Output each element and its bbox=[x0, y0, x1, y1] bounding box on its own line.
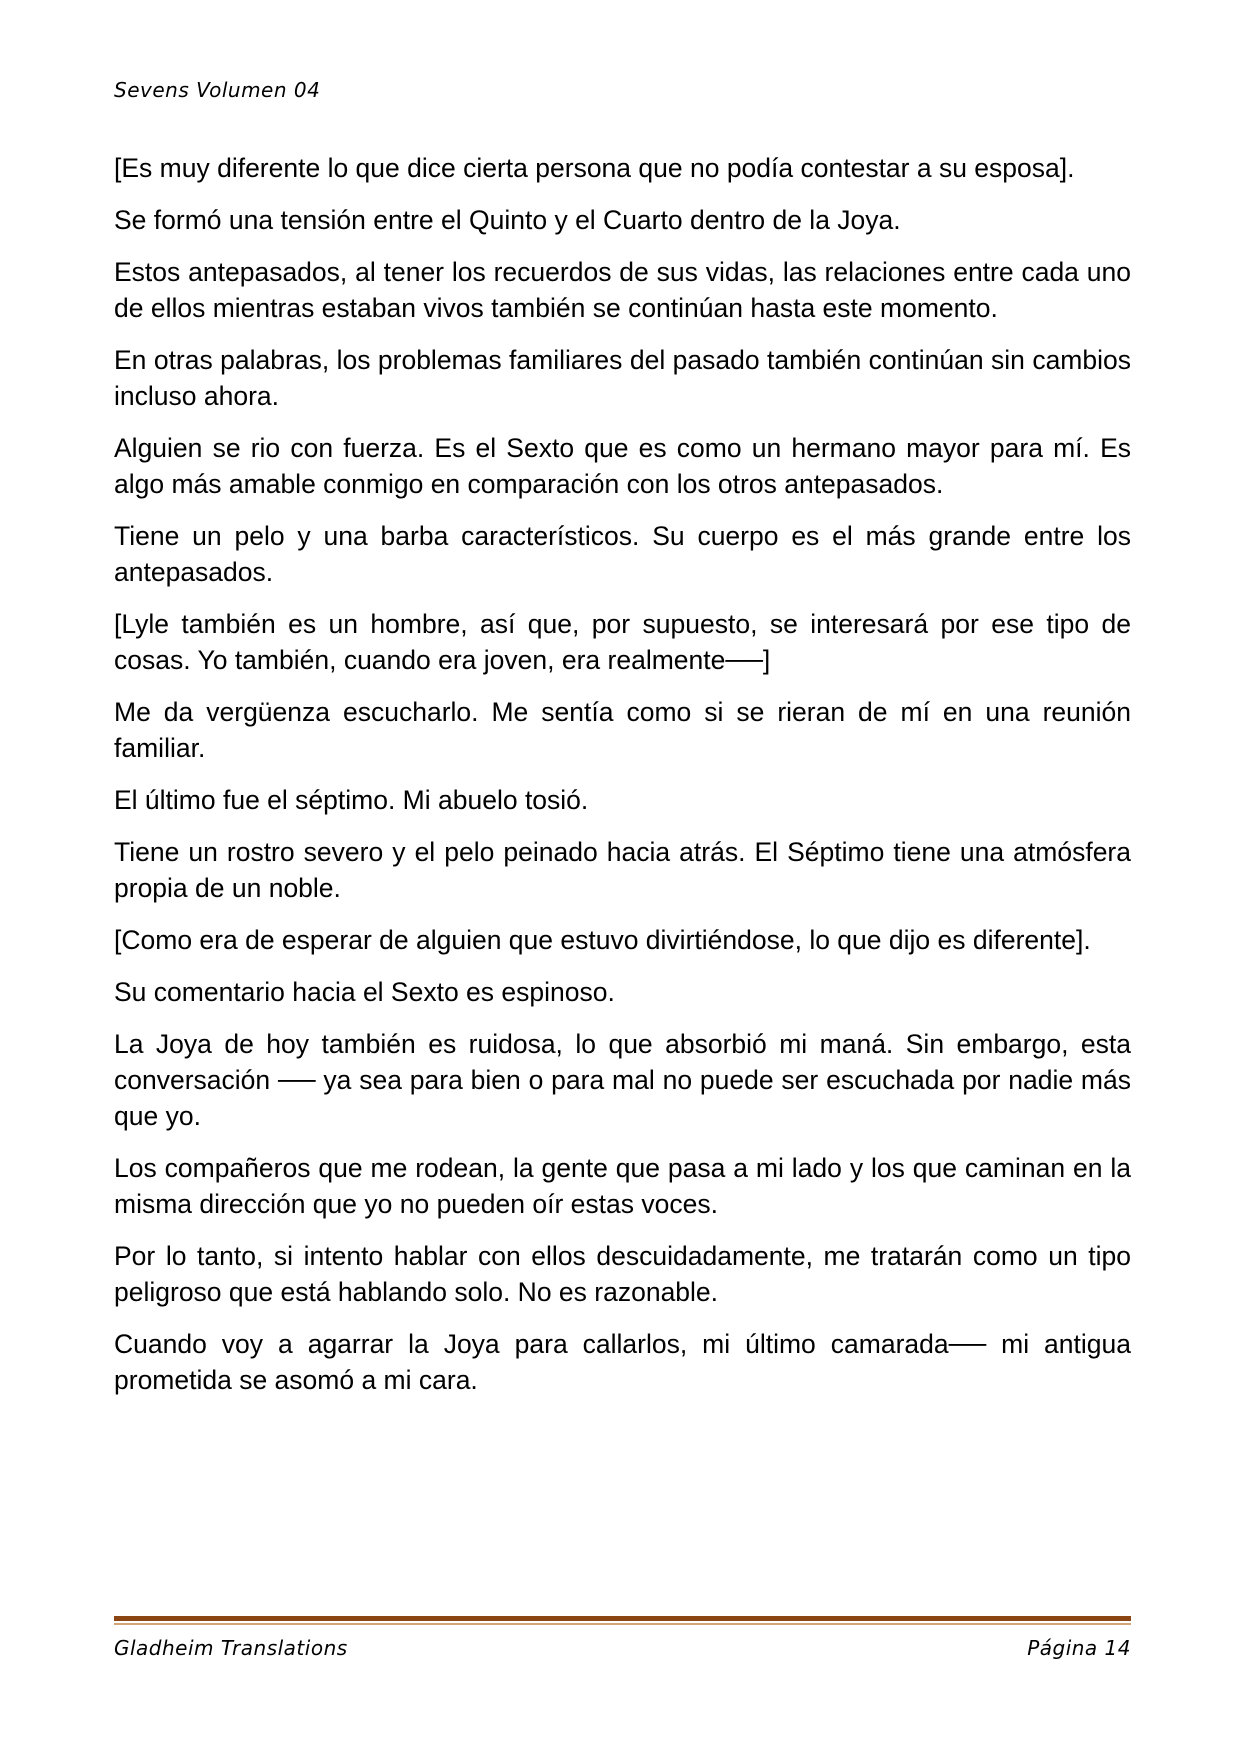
paragraph: Me da vergüenza escucharlo. Me sentía como si se rieran de mí en una reunión familiar. bbox=[114, 697, 1131, 763]
paragraph: Tiene un pelo y una barba característicos. Su cuerpo es el más grande entre los antepasados. bbox=[114, 521, 1131, 587]
document-body bbox=[114, 150, 1131, 1414]
paragraph: [Es muy diferente lo que dice cierta persona que no podía contestar a su esposa]. bbox=[114, 153, 1075, 183]
footer-page-number: Página 14 bbox=[1027, 1636, 1131, 1660]
paragraph: Los compañeros que me rodean, la gente que pasa a mi lado y los que caminan en la misma dirección que yo no pueden oír estas voces. bbox=[114, 1153, 1131, 1219]
footer-divider-thin-line bbox=[114, 1623, 1131, 1625]
paragraph: Por lo tanto, si intento hablar con ellos descuidadamente, me tratarán como un tipo peligroso que está hablando solo. No es razonable. bbox=[114, 1241, 1131, 1307]
paragraph: El último fue el séptimo. Mi abuelo tosió. bbox=[114, 785, 589, 815]
paragraph: La Joya de hoy también es ruidosa, lo que absorbió mi maná. Sin embargo, esta conversación ── ya sea para bien o para mal no puede ser escuchada por nadie más que yo. bbox=[114, 1029, 1131, 1131]
paragraph: Tiene un rostro severo y el pelo peinado hacia atrás. El Séptimo tiene una atmósfera propia de un noble. bbox=[114, 837, 1131, 903]
paragraph: Se formó una tensión entre el Quinto y el Cuarto dentro de la Joya. bbox=[114, 205, 901, 235]
footer-publisher: Gladheim Translations bbox=[114, 1636, 348, 1660]
paragraph: En otras palabras, los problemas familiares del pasado también continúan sin cambios incluso ahora. bbox=[114, 345, 1131, 411]
footer-divider bbox=[114, 1616, 1131, 1626]
paragraph: Estos antepasados, al tener los recuerdos de sus vidas, las relaciones entre cada uno de ellos mientras estaban vivos también se continúan hasta este momento. bbox=[114, 257, 1131, 323]
paragraph: Alguien se rio con fuerza. Es el Sexto que es como un hermano mayor para mí. Es algo más amable conmigo en comparación con los otros antepasados. bbox=[114, 433, 1131, 499]
paragraph: Su comentario hacia el Sexto es espinoso. bbox=[114, 977, 615, 1007]
paragraph: Cuando voy a agarrar la Joya para callarlos, mi último camarada── mi antigua prometida se asomó a mi cara. bbox=[114, 1329, 1131, 1395]
paragraph: [Lyle también es un hombre, así que, por supuesto, se interesará por ese tipo de cosas. Yo también, cuando era joven, era realmente──] bbox=[114, 609, 1131, 675]
page-header-title: Sevens Volumen 04 bbox=[114, 78, 321, 102]
paragraph: [Como era de esperar de alguien que estuvo divirtiéndose, lo que dijo es diferente]. bbox=[114, 925, 1091, 955]
